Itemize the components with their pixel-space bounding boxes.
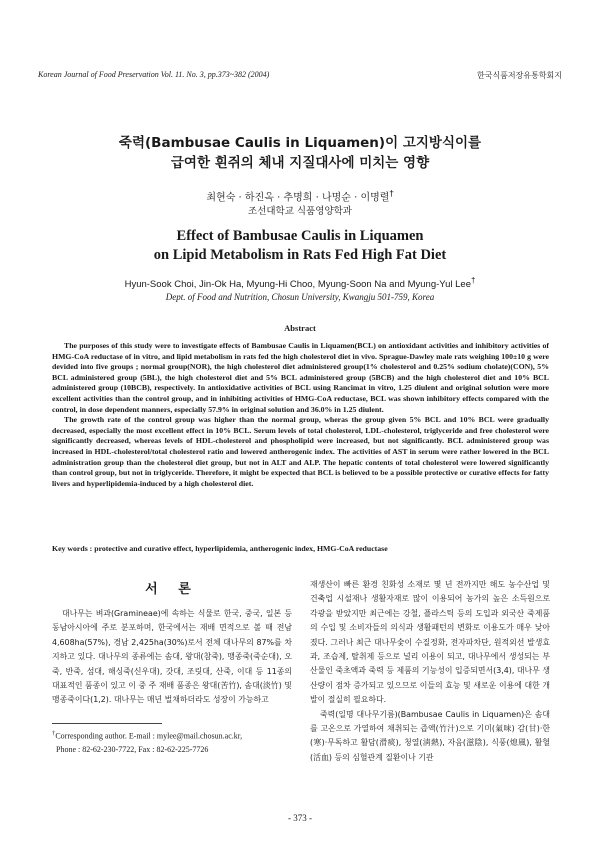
society-name: 한국식품저장유통학회지 <box>476 71 562 80</box>
left-column <box>52 578 292 708</box>
korean-title <box>0 133 600 173</box>
korean-affiliation: 조선대학교 식품영양학과 <box>248 206 352 217</box>
corresponding-mark: † <box>389 188 394 198</box>
footnote-mark: † <box>52 730 56 737</box>
right-column <box>310 578 550 765</box>
footnote-line: Corresponding author. E-mail : mylee@mail.chosun.ac.kr, <box>55 731 243 741</box>
abstract-body <box>52 341 549 489</box>
english-author-list: Hyun-Sook Choi, Jin-Ok Ha, Myung-Hi Choo, Myung-Soon Na and Myung-Yul Lee <box>124 279 471 291</box>
footnote-line: Phone : 82-62-230-7722, Fax : 82-62-225-7726 <box>56 744 209 754</box>
page-number: - 373 - <box>288 813 312 823</box>
english-affiliation: Dept. of Food and Nutrition, Chosun University, Kwangju 501-759, Korea <box>165 292 435 302</box>
footnote-divider <box>52 723 162 724</box>
corresponding-mark: † <box>470 276 476 285</box>
abstract-heading: Abstract <box>284 323 316 333</box>
abstract-paragraph: The growth rate of the control group was higher than the normal group, wheras the group given 5% BCL and 10% BCL were gradually decreased, especially the most excellent effect in 10% BCL. Serum levels of total cholesterol, LDL-cholesterol, triglyceride and free cholesterol were significantly decreased, whereas levels of HDL-cholesterol and phospholipid were increased, but not significantly. BCL administered group was increased in HDL-cholesterol/total cholesterol ratio and lowered antherogenic index. The activities of AST in serum were rather lowered in the BCL administration group than the cholesterol diet group, but not in ALT and ALP. The hepatic contents of total cholesterol were lowered significantly than control group, but not in triglyceride. Therefore, it might be expected that BCL is believed to be a possible protective or curative effects for fatty livers and hyperlipidemia-induced by a high cholesterol diet. <box>52 415 549 488</box>
korean-title-line: 급여한 흰쥐의 체내 지질대사에 미치는 영향 <box>170 155 430 171</box>
korean-title-line: 죽력(Bambusae Caulis in Liquamen)이 고지방식이를 <box>118 135 482 151</box>
section-title-introduction: 서 론 <box>145 582 199 597</box>
journal-citation: Korean Journal of Food Preservation Vol. 11. No. 3, pp.373~382 (2004) <box>38 70 270 79</box>
english-title-line: on Lipid Metabolism in Rats Fed High Fat Diet <box>153 247 447 263</box>
running-head <box>38 70 562 81</box>
body-paragraph: 재생산이 빠른 환경 친화성 소재로 몇 년 전까지만 해도 농수산업 및 건축업 시설재나 생활자재로 많이 이용되어 농가의 높은 소득원으로 각광을 받았지만 최근에는 강철, 플라스틱 등의 도입과 외국산 죽제품의 수입 및 소비자들의 의식과 생활패턴의 변화로 이용도가 매우 낮아졌다. 그러나 최근 대나무숯이 수질정화, 전자파차단, 원적외선 발생효과, 조습제, 탈취제 등으로 널리 이용이 되고, 대나무에서 생성되는 부산물인 죽초액과 죽력 등 제품의 기능성이 입증되면서(3,4), 대나무 생산량이 점차 증가되고 있으므로 이들의 효능 및 새로운 이용에 대한 개발이 절실히 필요하다. <box>310 580 550 705</box>
body-paragraph: 대나무는 벼과(Gramineae)에 속하는 식물로 한국, 중국, 일본 등 동남아시아에 주로 분포하며, 한국에서는 재배 면적으로 볼 때 전남 4,608ha(57%), 경남 2,425ha(30%)로서 전체 대나무의 87%를 차지하고 있다. 대나무의 종류에는 솜대, 왕대(참죽), 맹종죽(죽순대), 오죽, 반죽, 섬대, 해싱죽(신우대), 갓대, 조릿대, 산죽, 이대 등 11종의 대표적인 품종이 있고 이 중 주 재배 품종은 왕대(苦竹), 솜대(淡竹) 및 맹종죽이다(1,2). 대나무는 매년 벌채하더라도 성장이 가능하고 <box>52 609 292 705</box>
footnote <box>52 727 292 756</box>
body-paragraph: 죽력(일명 대나무기름)(Bambusae Caulis in Liquamen)은 솜대를 고온으로 가열하여 채취되는 즙액(竹汁)으로 기미(氣味) 감(甘)·한(寒)·무독하고 활담(滑痰), 청열(淸熱), 자음(滋陰), 식풍(熄風), 활혈(活血) 등의 심혈관계 질환이나 기관 <box>310 709 550 762</box>
keywords: Key words : protective and curative effect, hyperlipidemia, antherogenic index, HMG-CoA reductase <box>52 544 388 553</box>
english-title <box>0 227 600 265</box>
english-authors <box>0 276 600 290</box>
abstract-paragraph: The purposes of this study were to investigate effects of Bambusae Caulis in Liquamen(BCL) on antioxidant activities and inhibitory activities of HMG-CoA reductase of in vitro, and lipid metabolism in rats fed the high cholesterol diet in vivo. Sprague-Dawley male rats weighing 100±10 g were devided into five groups ; normal group(NOR), the high cholesterol diet administered group(1% cholesterol and 0.25% sodium cholate)(CON), 5% BCL administered group (5BL), the high cholesterol diet and 5% BCL administered group (5BCB) and the high cholesterol diet and 10% BCL administered group (10BCB), respectively. In antioxidative activities of BCL using Rancimat in vitro, 1.25 diulent and original solution were more excellent activities than the control group, and in inhibiting activities of HMG-CoA reductase, BCL was shown inhibitory effects compared with the control, in dose dependent manners, especially 57.9% in original solution and 36.0% in 1.25 diulent. <box>52 341 549 414</box>
english-title-line: Effect of Bambusae Caulis in Liquamen <box>176 228 424 244</box>
korean-author-list: 최현숙 · 하진옥 · 추명희 · 나명순 · 이명렬 <box>206 192 390 204</box>
